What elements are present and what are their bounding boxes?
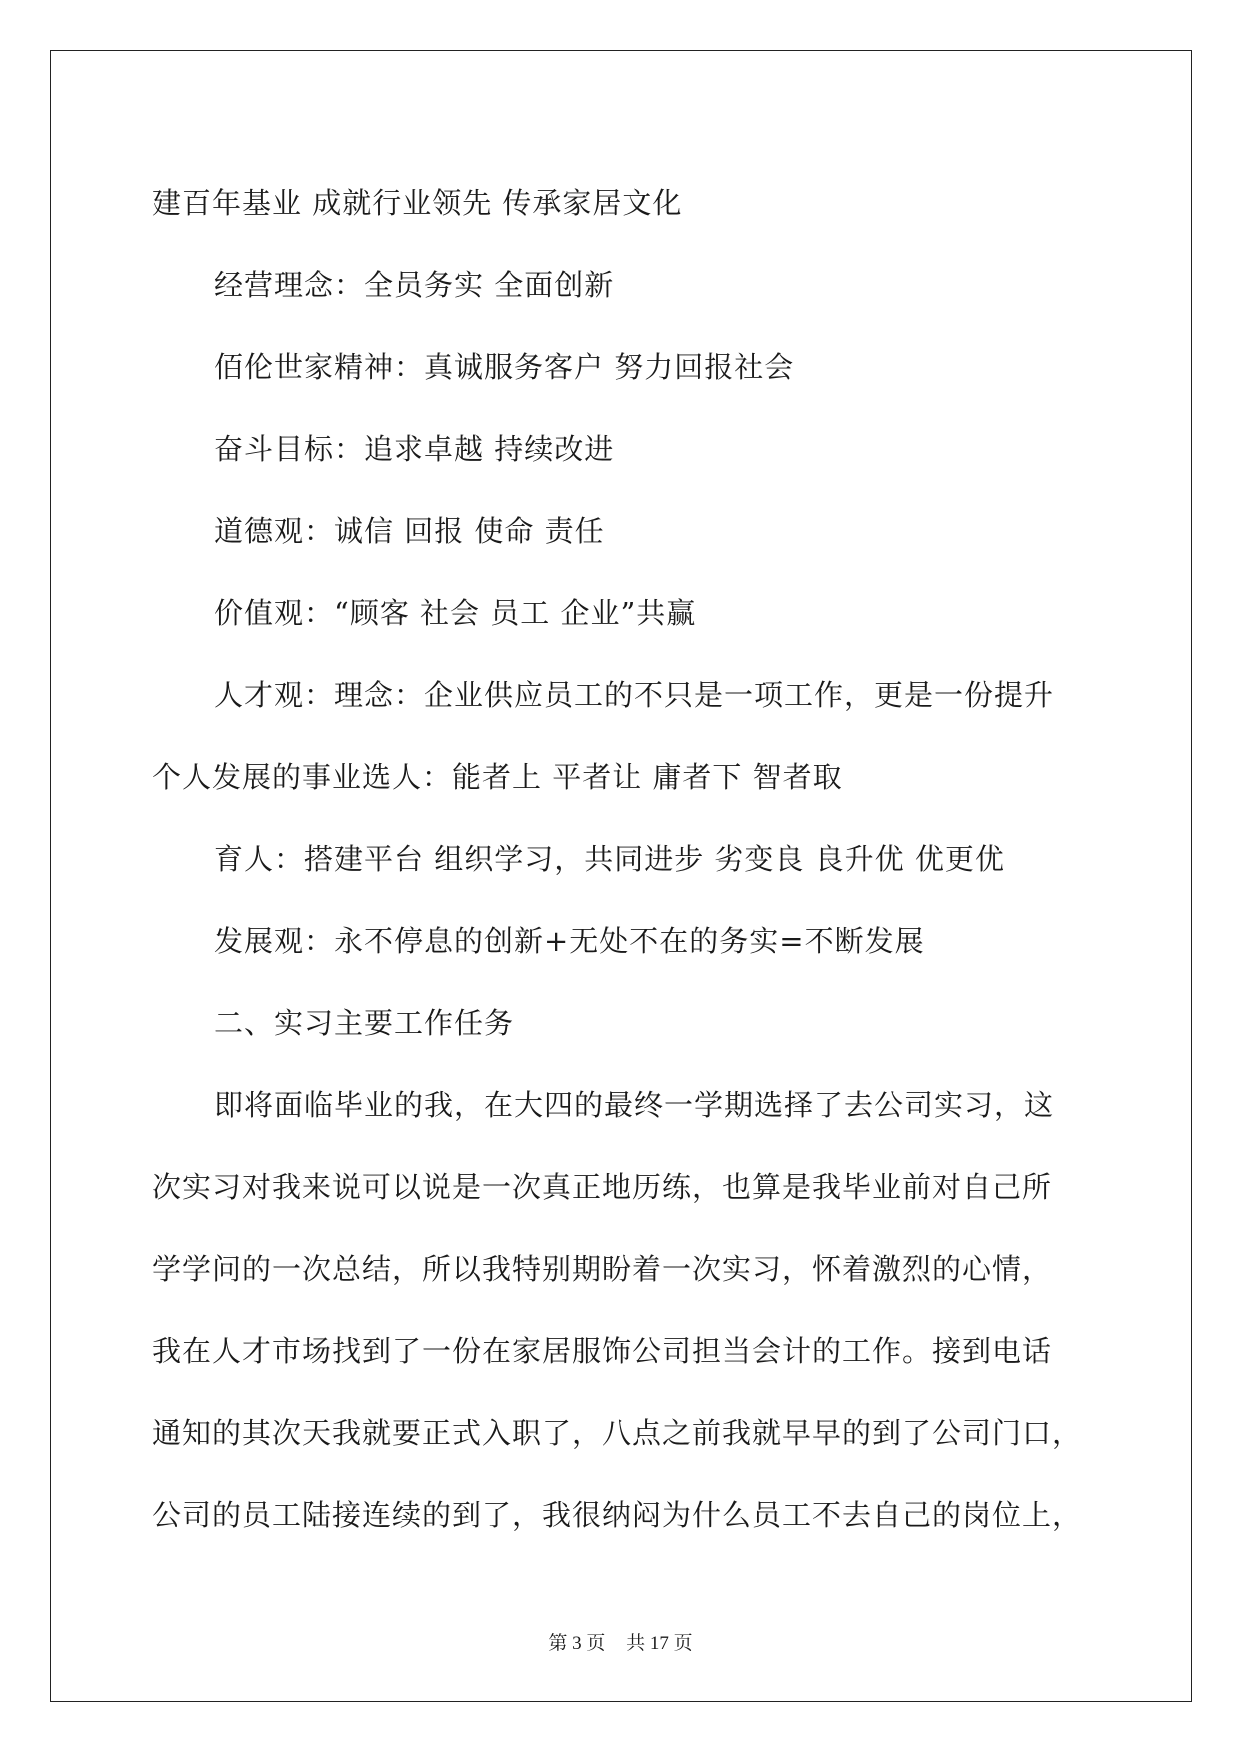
text-line: 价值观：“顾客 社会 员工 企业”共赢 bbox=[214, 596, 697, 630]
document-body bbox=[152, 162, 1092, 1556]
text-line: 公司的员工陆接连续的到了，我很纳闷为什么员工不去自己的岗位上， bbox=[152, 1498, 1083, 1532]
text-line: 经营理念：全员务实 全面创新 bbox=[214, 268, 615, 302]
text-line: 发展观：永不停息的创新+无处不在的务实=不断发展 bbox=[214, 924, 925, 958]
text-line: 学学问的一次总结，所以我特别期盼着一次实习，怀着激烈的心情， bbox=[152, 1252, 1053, 1286]
page-footer bbox=[0, 1628, 1241, 1655]
page-number: 第 3 页 bbox=[548, 1633, 606, 1654]
text-line: 通知的其次天我就要正式入职了，八点之前我就早早的到了公司门口， bbox=[152, 1416, 1083, 1450]
text-line: 佰伦世家精神：真诚服务客户 努力回报社会 bbox=[214, 350, 795, 384]
section-heading: 二、实习主要工作任务 bbox=[214, 1006, 515, 1040]
text-line: 次实习对我来说可以说是一次真正地历练，也算是我毕业前对自己所 bbox=[152, 1170, 1053, 1204]
text-line: 育人：搭建平台 组织学习，共同进步 劣变良 良升优 优更优 bbox=[214, 842, 1005, 876]
text-line: 个人发展的事业选人：能者上 平者让 庸者下 智者取 bbox=[152, 760, 843, 794]
text-line: 奋斗目标：追求卓越 持续改进 bbox=[214, 432, 615, 466]
text-line: 我在人才市场找到了一份在家居服饰公司担当会计的工作。接到电话 bbox=[152, 1334, 1053, 1368]
text-line: 道德观：诚信 回报 使命 责任 bbox=[214, 514, 605, 548]
text-line: 即将面临毕业的我，在大四的最终一学期选择了去公司实习，这 bbox=[214, 1088, 1055, 1122]
page-total: 共 17 页 bbox=[626, 1633, 693, 1654]
text-line: 人才观：理念：企业供应员工的不只是一项工作，更是一份提升 bbox=[214, 678, 1055, 712]
text-line: 建百年基业 成就行业领先 传承家居文化 bbox=[152, 186, 683, 220]
